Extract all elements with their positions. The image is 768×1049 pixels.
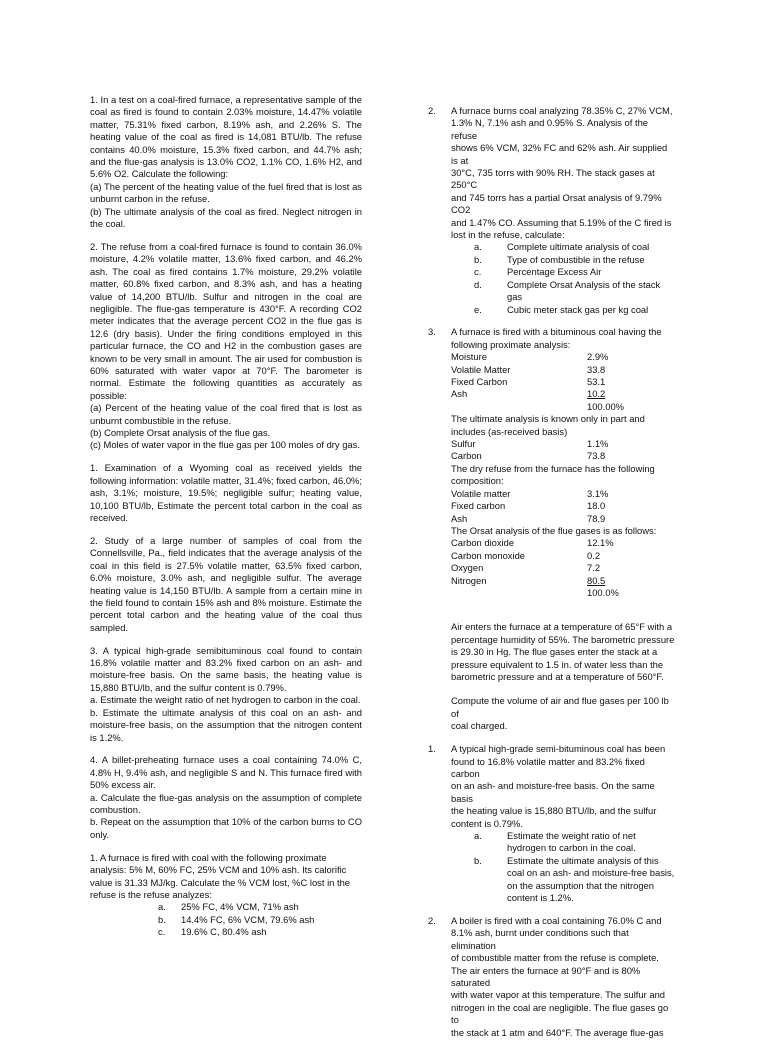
text-line: on an ash- and moisture-free basis. On the same basis — [451, 780, 655, 804]
text-line: found to 16.8% volatile matter and 83.2% fixed carbon — [451, 755, 645, 779]
text-line: composition: — [451, 475, 504, 487]
item-text: Type of combustible in the refuse — [507, 253, 645, 265]
problem-number: 2. — [428, 914, 436, 926]
item-text: 19.6% C, 80.4% ash — [181, 926, 267, 938]
refuse-table — [451, 488, 676, 525]
problem-text: In a test on a coal-fired furnace, a representative sample of the coal as fired is found to contain 2.03% moisture, 14.47% volatile matter, 75.31% fixed carbon, 8.19% ash, and 2.26% S. The heating value of the coal as fired is 14,081 BTU/lb. The refuse contains 40.0% moisture, 15.3% fixed carbon, and 44.7% ash; and the flue-gas analysis is 13.0% CO2, 1.1% CO, 1.6% H2, and 5.6% O2. Calculate the following: — [90, 94, 362, 180]
text-line: with water vapor at this temperature. The sulfur and — [451, 989, 665, 1001]
text-line: and 745 torrs has a partial Orsat analysis of 9.79% CO2 — [451, 191, 662, 216]
item-text: 25% FC, 4% VCM, 71% ash — [181, 901, 299, 913]
item-text: Complete ultimate analysis of coal — [507, 241, 650, 253]
problem-3 — [90, 462, 362, 524]
list-item — [90, 901, 362, 913]
item-letter: e. — [474, 303, 482, 315]
text-line: A furnace is fired with a bituminous coal having the — [451, 326, 662, 338]
part-b: b. Repeat on the assumption that 10% of the carbon burns to CO only. — [90, 816, 362, 840]
part-b: (b) Complete Orsat analysis of the flue gas. — [90, 427, 271, 439]
problem-text: The refuse from a coal-fired furnace is found to contain 36.0% moisture, 4.2% volatile matter, 13.6% fixed carbon, and 46.2% ash. The coal as fired contains 1.7% moisture, 29.2% volatile matter, 60.8% fixed carbon, and 8.3% ash, and has a heating value of 14,200 BTU/lb. Sulfur and nitrogen in the coal are negligible. The flue-gas temperature is 430°F. A recording CO2 meter indicates that the average percent CO2 in the flue gas is 12.6 (dry basis). Under the firing conditions employed in this particular furnace, the CO and H2 in the combustion gases are known to be very small in amount. The air used for combustion is 60% saturated with water vapor at 70°F. The barometer is normal. Estimate the following quantities as accurately as possible: — [90, 240, 362, 401]
item-text: Complete Orsat Analysis of the stack gas — [507, 278, 661, 303]
item-letter: c. — [474, 266, 482, 278]
table-row: Moisture 2.9% — [451, 351, 609, 363]
text-line: barometric pressure and at a temperature of 560°F. — [451, 670, 664, 682]
problem-number: 1. — [90, 462, 98, 474]
text-line: is 29.30 in Hg. The flue gases enter the stack at a — [451, 646, 658, 658]
text-line: and 1.47% CO. Assuming that 5.19% of the C fired is — [451, 216, 672, 228]
part-a: a. Calculate the flue-gas analysis on the assumption of complete combustion. — [90, 791, 362, 816]
text-line: The ultimate analysis is known only in part and — [451, 413, 645, 425]
problem-1 — [90, 94, 362, 230]
part-a: (a) Percent of the heating value of the coal fired that is lost as unburnt combustible in the refuse. — [90, 402, 362, 426]
orsat-table — [451, 537, 676, 599]
item-letter: d. — [474, 278, 482, 290]
text-line: A furnace burns coal analyzing 78.35% C, 27% VCM, — [451, 105, 673, 116]
table-row: Volatile Matter 33.8 — [451, 363, 606, 375]
table-row: Volatile matter 3.1% — [451, 487, 609, 499]
problem-text: Examination of a Wyoming coal as received yields the following information: volatile matter, 31.4%; fixed carbon, 46.0%; ash, 3.1%; moisture, 19.5%; negligible sulfur; heating value, 10,100 BTU/lb, Estimate the percent total carbon in the coal as received. — [90, 462, 362, 523]
problem-number: 1. — [90, 851, 98, 863]
problem-number: 3. — [90, 644, 98, 656]
item-letter: b. — [474, 854, 482, 866]
text-line: The dry refuse from the furnace has the following — [451, 462, 655, 474]
list-item — [451, 279, 676, 304]
item-text: Estimate the weight ratio of net hydrogen to carbon in the coal. — [507, 829, 636, 854]
text-line: nitrogen in the coal are negligible. The flue gases go to — [451, 1001, 669, 1026]
problem-text: A billet-preheating furnace uses a coal containing 74.0% C, 4.8% H, 9.4% ash, and negligible S and N. This furnace fired with 50% excess air. — [90, 754, 362, 791]
table-row: Carbon 73.8 — [451, 450, 606, 462]
text-line: coal charged. — [451, 720, 508, 732]
text-line: 8.1% ash, burnt under conditions such that elimination — [451, 927, 629, 951]
text-line: content is 0.79%. — [451, 817, 523, 829]
table-row: Ash 78.9 — [451, 512, 606, 524]
text-line: of combustible matter from the refuse is complete. — [451, 952, 659, 964]
item-text: Cubic meter stack gas per kg coal — [507, 303, 649, 315]
right-column — [428, 105, 676, 1049]
ultimate-table — [451, 438, 676, 463]
problem-6 — [90, 754, 362, 841]
item-letter: a. — [158, 901, 166, 913]
item-text: Estimate the ultimate analysis of this coal on an ash- and moisture-free basis, on the assumption that the nitrogen content is 1.2%. — [507, 854, 675, 903]
list-item — [451, 254, 676, 266]
table-total: 100.0% — [587, 586, 619, 598]
table-total: 100.00% — [587, 400, 625, 412]
text-line: lost in the refuse, calculate: — [451, 229, 565, 241]
text-line: Compute the volume of air and flue gases per 100 lb of — [451, 695, 669, 719]
table-row: Oxygen 7.2 — [451, 562, 601, 574]
problem-number: 1. — [90, 94, 98, 105]
problem-number: 3. — [428, 326, 436, 338]
part-b: (b) The ultimate analysis of the coal as fired. Neglect nitrogen in the coal. — [90, 205, 362, 230]
problem-number: 1. — [428, 743, 436, 755]
item-letter: b. — [474, 253, 482, 265]
table-row: Fixed carbon 18.0 — [451, 500, 606, 512]
table-row: Fixed Carbon 53.1 — [451, 376, 606, 388]
problem-7 — [90, 852, 362, 939]
text-line: Air enters the furnace at a temperature of 65°F with a — [451, 621, 673, 633]
problem-4 — [90, 535, 362, 634]
problem-number: 2. — [428, 105, 436, 116]
list-item — [90, 926, 362, 938]
text-line: 1.3% N, 7.1% ash and 0.95% S. Analysis of the refuse — [451, 117, 648, 141]
item-letter: c. — [158, 926, 166, 938]
text-line: 30°C, 735 torrs with 90% RH. The stack gases at 250°C — [451, 167, 655, 191]
text-line: the heating value is 15,880 BTU/lb, and the sulfur — [451, 805, 657, 817]
list-item — [451, 830, 676, 855]
problem-5 — [90, 645, 362, 744]
table-row: Nitrogen 80.5 — [451, 574, 606, 586]
problem-r3 — [428, 743, 676, 904]
text-line: following proximate analysis: — [451, 338, 571, 350]
item-letter: b. — [158, 913, 166, 925]
list-item — [451, 241, 676, 253]
table-row: Ash 10.2 — [451, 388, 606, 400]
proximate-table — [451, 351, 676, 413]
text-line: The Orsat analysis of the flue gases is as follows: — [451, 524, 657, 536]
table-row: Carbon monoxide 0.2 — [451, 549, 601, 561]
list-item — [90, 914, 362, 926]
part-b: b. Estimate the ultimate analysis of this coal on an ash- and moisture-free basis, on the assumption that the nitrogen content is 1.2%. — [90, 706, 362, 743]
item-letter: a. — [474, 829, 482, 841]
problem-text: A typical high-grade semibituminous coal found to contain 16.8% volatile matter and 83.2% fixed carbon on an ash- and moisture-free basis. On the same basis, the heating value is 15,880 BTU/lb, and the sulfur content is 0.79%. — [90, 644, 362, 693]
problem-r1 — [428, 105, 676, 316]
problem-r4 — [428, 915, 676, 1039]
part-a: (a) The percent of the heating value of the fuel fired that is lost as unburnt carbon in the refuse. — [90, 180, 362, 205]
problem-number: 4. — [90, 754, 98, 766]
item-text: 14.4% FC, 6% VCM, 79.6% ash — [181, 913, 315, 925]
list-item — [451, 304, 676, 316]
problem-number: 2. — [90, 240, 98, 252]
part-a: a. Estimate the weight ratio of net hydrogen to carbon in the coal. — [90, 694, 361, 706]
problem-text: Study of a large number of samples of coal from the Connellsville, Pa., field indicates that the average analysis of the coal in this field is 27.5% volatile matter, 63.5% fixed carbon, 6.0% moisture, 3.0% ash, and negligible sulfur. The average heating value is 14,150 BTU/lb. A sample from a certain mine in the field found to contain 15% ash and 8% moisture. Estimate the percent total carbon and the heating value of the coal thus sampled. — [90, 534, 362, 633]
part-c: (c) Moles of water vapor in the flue gas per 100 moles of dry gas. — [90, 439, 360, 451]
problem-number: 2. — [90, 534, 98, 546]
text-line: percentage humidity of 55%. The barometric pressure — [451, 633, 675, 645]
list-item — [451, 855, 676, 905]
problem-r2 — [428, 326, 676, 732]
text-line: The air enters the furnace at 90°F and is 80% saturated — [451, 964, 641, 988]
problem-2 — [90, 241, 362, 452]
item-text: Percentage Excess Air — [507, 266, 602, 278]
list-item — [451, 266, 676, 278]
text-line: A boiler is fired with a coal containing 76.0% C and — [451, 914, 662, 926]
text-line: A typical high-grade semi-bituminous coal has been — [451, 743, 666, 755]
item-letter: a. — [474, 241, 482, 253]
table-row: Carbon dioxide 12.1% — [451, 537, 614, 549]
text-line: pressure equivalent to 1.5 in. of water less than the — [451, 658, 664, 670]
text-line: includes (as-received basis) — [451, 425, 568, 437]
text-line: shows 6% VCM, 32% FC and 62% ash. Air supplied is at — [451, 142, 668, 166]
table-row: Sulfur 1.1% — [451, 438, 609, 450]
text-line: the stack at 1 atm and 640°F. The average flue-gas — [451, 1026, 664, 1038]
left-column — [90, 94, 362, 949]
problem-text: A furnace is fired with coal with the following proximate analysis: 5% M, 60% FC, 25% VCM and 10% ash. Its calorific value is 31.33 MJ/kg. Calculate the % VCM lost, %C lost in the refuse is the refuse analyzes: — [90, 851, 351, 900]
